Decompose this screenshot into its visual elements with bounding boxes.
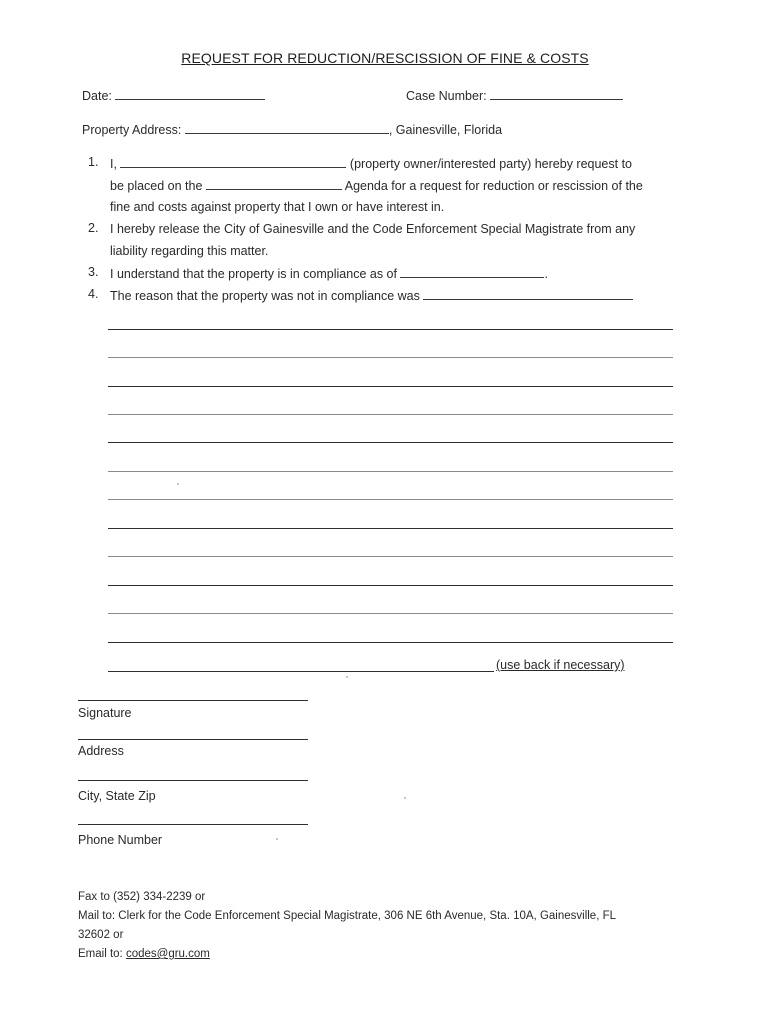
property-address-label: Property Address:: [82, 123, 182, 137]
agenda-date-field[interactable]: [206, 177, 342, 190]
reason-first-line-field[interactable]: [423, 287, 633, 300]
interested-party-name-field[interactable]: [120, 155, 346, 168]
signature-label: Signature: [78, 706, 132, 720]
item-3-lead: I understand that the property is in compliance as of: [110, 267, 397, 281]
city-suffix: , Gainesville, Florida: [388, 123, 503, 137]
item-3-line: [110, 265, 548, 282]
item-3-tail: .: [544, 267, 548, 281]
item-1-line2-after: Agenda for a request for reduction or rescission of the: [344, 179, 643, 193]
reason-line[interactable]: [108, 471, 673, 472]
reason-line[interactable]: [108, 357, 673, 358]
date-row: [82, 87, 265, 104]
item-3-number: 3.: [88, 265, 99, 279]
item-4-lead: The reason that the property was not in compliance was: [110, 289, 420, 303]
reason-line[interactable]: [108, 585, 673, 586]
email-line: [78, 945, 616, 964]
reason-line[interactable]: [108, 442, 673, 443]
item-4-number: 4.: [88, 287, 99, 301]
fax-line: Fax to (352) 334-2239 or: [78, 891, 206, 903]
date-field[interactable]: [115, 87, 265, 100]
case-number-label: Case Number:: [406, 89, 487, 103]
reason-line[interactable]: [108, 613, 673, 614]
scan-speck: [404, 797, 406, 799]
scan-speck: [276, 838, 278, 840]
item-1-line-2: [110, 177, 643, 194]
compliance-date-field[interactable]: [400, 265, 544, 278]
case-number-row: [406, 87, 623, 104]
case-number-field[interactable]: [490, 87, 623, 100]
item-2-line-1: I hereby release the City of Gainesville and the Code Enforcement Special Magistrate from any: [110, 222, 636, 236]
item-1-line-3: fine and costs against property that I own or have interest in.: [110, 200, 445, 214]
reason-line[interactable]: [108, 414, 673, 415]
scan-speck: [177, 483, 179, 485]
address-line[interactable]: [78, 739, 308, 740]
phone-label: Phone Number: [78, 833, 163, 847]
scan-speck: [346, 676, 348, 678]
item-1-after-blank: (property owner/interested party) hereby request to: [349, 157, 633, 171]
use-back-note: (use back if necessary): [496, 658, 625, 672]
form-title: REQUEST FOR REDUCTION/RESCISSION OF FINE & COSTS: [181, 50, 589, 66]
property-address-row: [82, 121, 502, 138]
submission-instructions: [78, 888, 616, 964]
address-label: Address: [78, 744, 124, 758]
reason-line[interactable]: [108, 528, 673, 529]
mail-line-2: 32602 or: [78, 929, 124, 941]
item-2-number: 2.: [88, 221, 99, 235]
email-prefix: Email to:: [78, 948, 123, 960]
reason-line[interactable]: [108, 386, 673, 387]
reason-line[interactable]: [108, 329, 673, 330]
item-1-lead: I,: [110, 157, 117, 171]
item-1-number: 1.: [88, 155, 99, 169]
reason-line[interactable]: [108, 556, 673, 557]
item-1-line2-lead: be placed on the: [110, 179, 203, 193]
phone-line[interactable]: [78, 824, 308, 825]
reason-line[interactable]: [108, 499, 673, 500]
city-state-zip-label: City, State Zip: [78, 789, 156, 803]
date-label: Date:: [82, 89, 112, 103]
reason-line[interactable]: [108, 642, 673, 643]
item-2-line-2: liability regarding this matter.: [110, 244, 269, 258]
item-4-line: [110, 287, 633, 304]
property-address-field[interactable]: [185, 121, 389, 134]
signature-line[interactable]: [78, 700, 308, 701]
item-1-line-1: [110, 155, 632, 172]
city-state-zip-line[interactable]: [78, 780, 308, 781]
email-link[interactable]: codes@gru.com: [125, 948, 210, 960]
mail-line-1: Mail to: Clerk for the Code Enforcement Special Magistrate, 306 NE 6th Avenue, Sta. 10A, Gainesville, FL: [78, 910, 617, 922]
reason-line-last[interactable]: [108, 671, 494, 672]
